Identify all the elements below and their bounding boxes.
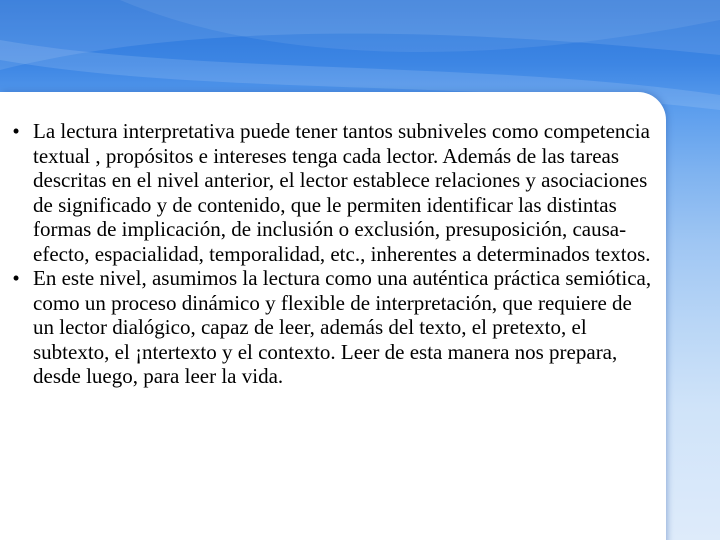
bullet-list (6, 119, 654, 389)
bullet-text: La lectura interpretativa puede tener tantos subniveles como competencia textual , propósitos e intereses tenga cada lector. Además de las tareas descritas en el nivel anterior, el lector establece relaciones y asociaciones de significado y de contenido, que le permiten identificar las distintas formas de implicación, de inclusión o exclusión, presuposición, causa-efecto, espacialidad, temporalidad, etc., inherentes a determinados textos. (33, 119, 651, 266)
bullet-text: En este nivel, asumimos la lectura como una auténtica práctica semiótica, como un proceso dinámico y flexible de interpretación, que requiere de un lector dialógico, capaz de leer, además del texto, el pretexto, el subtexto, el ¡ntertexto y el contexto. Leer de esta manera nos prepara, desde luego, para leer la vida. (33, 266, 652, 388)
bullet-marker: • (12, 266, 20, 290)
bullet-item-2 (6, 266, 654, 389)
bullet-item-1 (6, 119, 654, 266)
bullet-marker: • (12, 119, 20, 143)
